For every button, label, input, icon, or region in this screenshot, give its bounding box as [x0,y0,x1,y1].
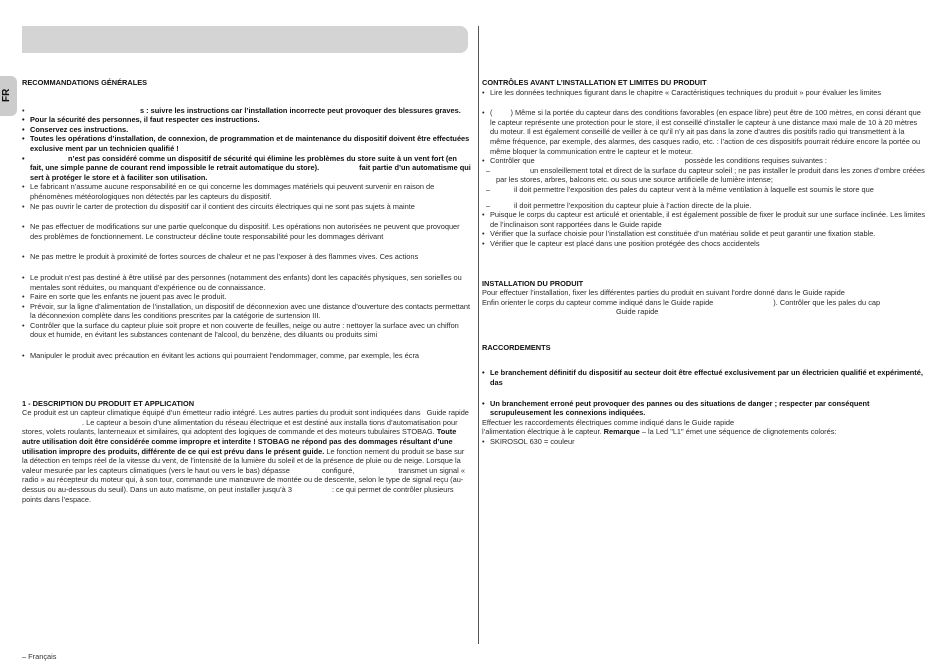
sub-item: – un ensoleillement total et direct de la surface du capteur soleil ; ne pas installer le produit dans les zones d’ombre créées par les stores, arbres, balcons etc. ou sous une source artificielle de lumière intense; [482,166,927,185]
list-item: • Lire les données techniques figurant dans le chapitre « Caractéristiques techniques du produit » pour évaluer les limites [482,88,927,98]
list-item: • SKIROSOL 630 = couleur [482,437,927,447]
list-item: • Le fabricant n’assume aucune responsabilité en ce qui concerne les dommages matériels qui peuvent survenir en raison de phénomènes météorologiques non détectés par les capteurs du dispositif. [22,182,472,201]
column-divider [478,26,479,644]
connections-text: Effectuer les raccordements électriques comme indiqué dans le Guide rapide [482,417,735,427]
installation-title: INSTALLATION DU PRODUIT [482,278,584,288]
sub-item: – il doit permettre l’exposition des pales du capteur vent à la même ventilation à laquelle est soumis le store que [482,185,927,195]
list-item: • n’est pas considéré comme un dispositif de sécurité qui élimine les problèmes du store suite à un vent fort (en fait, une simple panne de courant rend impossible le retrait automatique du store). fait partie d’un automatisme qui sert à protéger le store et à faciliter son utilisation. [22,154,472,183]
list-item: • Toutes les opérations d’installation, de connexion, de programmation et de maintenance du dispositif doivent être effectuées exclusive ment par un technicien qualifié ! [22,134,472,153]
right-column [482,78,927,447]
list-item: • Ne pas mettre le produit à proximité de fortes sources de chaleur et ne pas l’exposer à des flammes vives. Ces actions [22,252,472,262]
list-item: • ( ) Même si la portée du capteur dans des conditions favorables (en espace libre) peut être de 100 mètres, en consi dérant que le capteur représente une protection pour le store, il est conseillé d’installer le capteur à une distance maxi male de 10 à 20 mètres du moteur. Il est également conseillé de veiller à ce qu’il n’y ait pas dans la zone d’autres dis positifs radio qui transmettent à la même fréquence, par exemple, des alarmes, des casques radio, etc. : l’action de ces dispositifs pourrait réduire encore la portée ou même bloquer la communication entre le capteur et le moteur. [482,108,927,156]
list-item: • Prévoir, sur la ligne d’alimentation de l’installation, un dispositif de déconnexion avec une distance d’ouverture des contacts permettant la déconnexion complète dans les conditions prescrites par la catégorie de surtension III. [22,302,472,321]
description-title: 1 - DESCRIPTION DU PRODUIT ET APPLICATION [22,398,195,408]
header-bar [22,26,468,53]
general-recommendations-title: RECOMMANDATIONS GÉNÉRALES [22,78,148,87]
list-item: • Ne pas effectuer de modifications sur une partie quelconque du dispositif. Les opérations non autorisées ne peuvent que provoquer des problèmes de fonctionnement. Le constructeur décline toute responsabilité pour les dommages dérivant [22,222,472,241]
list-item: • Manipuler le produit avec précaution en évitant les actions qui pourraient l’endommager, comme, par exemple, les écra [22,351,472,361]
connections-title: RACCORDEMENTS [482,342,551,352]
installation-line-2: Enfin orienter le corps du capteur comme indiqué dans le Guide rapide ). Contrôler que les pales du cap [482,297,881,307]
list-item: • Ne pas ouvrir le carter de protection du dispositif car il contient des circuits électriques qui ne sont pas sujets à mainte [22,202,472,212]
list-item: • Contrôler que la surface du capteur pluie soit propre et non couverte de feuilles, neige ou autre : nettoyer la surface avec un chiffon doux et humide, en évitant les substances contenant de l’alcool, du benzène, des diluants ou produits simi [22,321,472,340]
list-item: • Un branchement erroné peut provoquer des pannes ou des situations de danger ; respecter par conséquent scrupuleusement les connexions indiquées. [482,399,927,418]
controls-list [482,88,927,249]
page-footer: – Français [22,652,57,661]
list-item: • Pour la sécurité des personnes, il faut respecter ces instructions. [22,115,472,125]
connections-remark: l’alimentation électrique à le capteur. Remarque – la Led "L1" émet une séquence de clignotements colorés: [482,427,837,437]
general-warnings-list [22,106,472,361]
installation-line-1: Pour effectuer l’installation, fixer les différentes parties du produit en suivant l’ordre donné dans le Guide rapide [482,288,845,298]
language-tab-label: FR [1,88,12,102]
list-item: • s : suivre les instructions car l’installation incorrecte peut provoquer des blessures graves. [22,106,472,116]
sub-item: – il doit permettre l’exposition du capteur pluie à l’action directe de la pluie. [482,201,927,211]
list-item: • Puisque le corps du capteur est articulé et orientable, il est également possible de fixer le produit sur une surface inclinée. Les limites de l’inclinaison sont rapportées dans le Guide rapide [482,210,927,229]
led-list [482,437,927,447]
list-item: • Vérifier que la surface choisie pour l’installation est constituée d’un matériau solide et peut garantir une fixation stable. [482,229,927,239]
list-item: • Contrôler que possède les conditions requises suivantes : [482,156,927,166]
installation-line-3: Guide rapide [616,307,659,317]
list-item: • Conservez ces instructions. [22,125,472,135]
list-item: • Le produit n’est pas destiné à être utilisé par des personnes (notamment des enfants) dont les capacités physiques, sen sorielles ou mentales sont réduites, ou manquant d’expérience ou de connaissance. [22,273,472,292]
connections-list [482,368,927,417]
left-column [22,78,472,504]
list-item: • Le branchement définitif du dispositif au secteur doit être effectué exclusivement par un électricien qualifié et expérimenté, das [482,368,927,387]
description-paragraph: Ce produit est un capteur climatique équipé d’un émetteur radio intégré. Les autres parties du produit sont indiquées dans Guide rapide. Le capteur a besoin d’une alimentation du réseau électrique et est destiné aux installa tions d’automatisation pour stores, volets roulants, lanterneaux et similaires, qui adoptent des logiques de commande et des moteurs tubulaires STOBAG. Toute autre utilisation doit être considérée comme impropre et interdite ! STOBAG ne répond pas des dommages résultant d’une utilisation impropre des produits, différente de ce qui est prévu dans le présent guide. Le fonction nement du produit se base sur la détection en temps réel de la vitesse du vent, de l’intensité de la lumière du soleil et de la présence de pluie ou de neige. Lorsque la valeur mesurée par les capteurs climatiques (vers le haut ou vers le bas) dépasse configuré, transmet un signal « radio » au récepteur du moteur qui, à son tour, commande une manœuvre de montée ou de descente, selon le type de signal reçu (au-dessus ou au-dessous du seuil). Dans un auto matisme, on peut installer jusqu’à 3 : ce qui permet de contrôler plusieurs points dans l’espace. [22,408,469,504]
controls-title: CONTRÔLES AVANT L’INSTALLATION ET LIMITES DU PRODUIT [482,78,707,87]
list-item: • Vérifier que le capteur est placé dans une position protégée des chocs accidentels [482,239,927,249]
list-item: • Faire en sorte que les enfants ne jouent pas avec le produit. [22,292,472,302]
